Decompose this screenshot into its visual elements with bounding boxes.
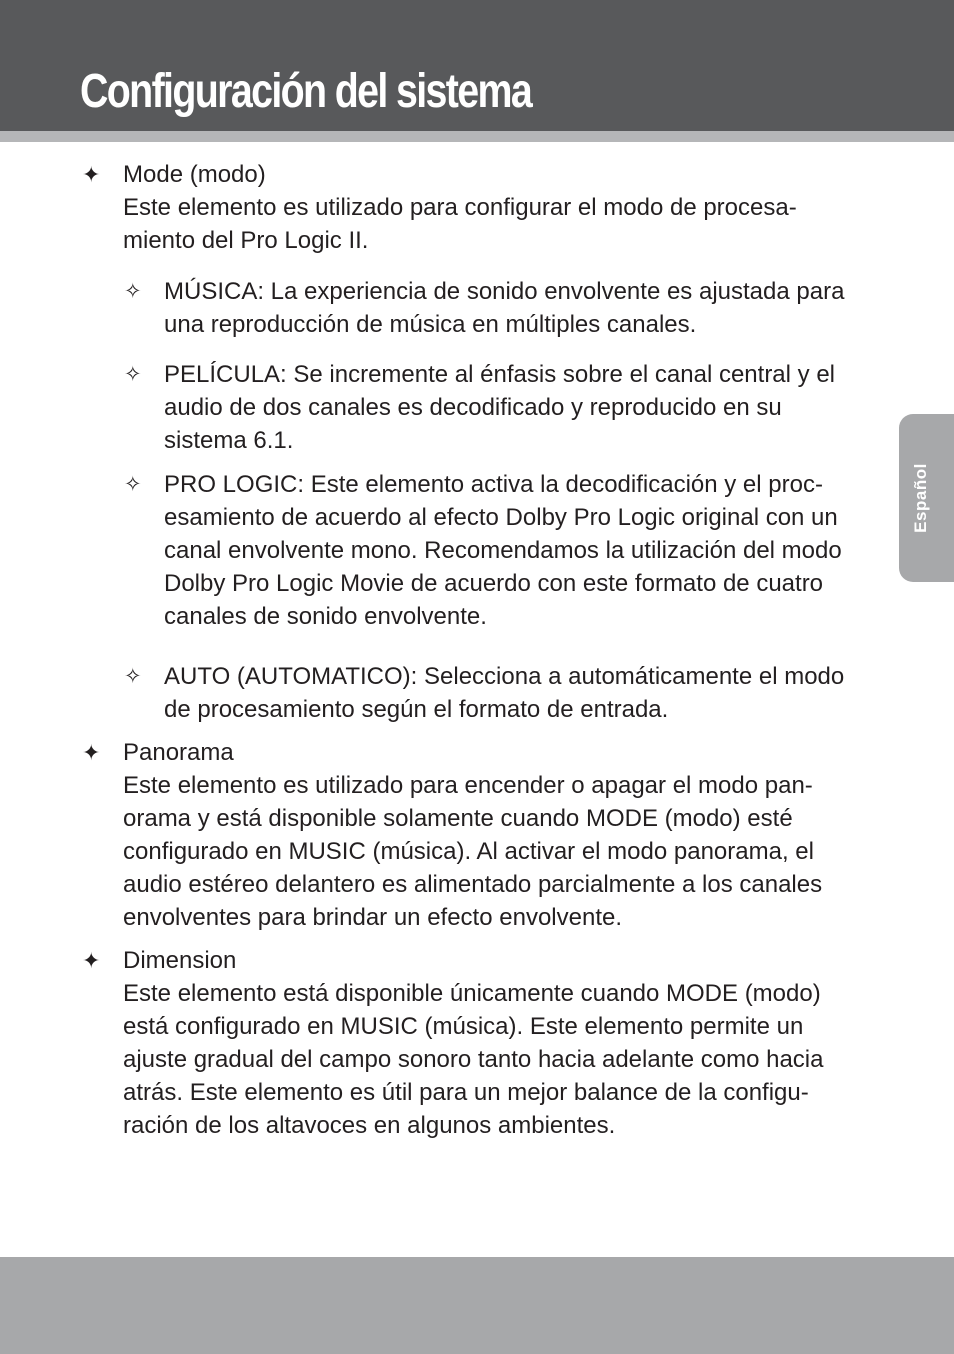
item-title: Dimension xyxy=(123,947,237,974)
sub-item-text: MÚSICA: La experiencia de sonido envolvente es ajustada para una reproducción de música en múltiples canales. xyxy=(164,278,845,338)
sub-item-pro-logic xyxy=(0,468,864,633)
four-point-star-outline-icon: ✧ xyxy=(124,665,142,688)
sub-item-pelicula xyxy=(0,358,864,457)
list-item-dimension xyxy=(0,944,863,1142)
four-point-star-outline-icon: ✧ xyxy=(124,363,142,386)
item-text: Este elemento es utilizado para configurar el modo de procesa-miento del Pro Logic II. xyxy=(123,194,797,254)
language-tab-label: Español xyxy=(911,463,930,533)
sub-item-musica xyxy=(0,275,864,341)
header-stripe xyxy=(0,131,954,142)
item-text: Este elemento está disponible únicamente cuando MODE (modo) está configurado en MUSIC (música). Este elemento permite un ajuste gradual del campo sonoro tanto hacia adelante como hacia atrás. Este elemento es útil para un mejor balance de la configu-ración de los altavoces en algunos ambientes. xyxy=(123,980,824,1139)
footer-bar xyxy=(0,1257,954,1354)
four-point-star-outline-icon: ✧ xyxy=(124,280,142,303)
sub-item-auto xyxy=(0,660,864,726)
four-point-star-icon: ✦ xyxy=(82,740,101,765)
sub-item-text: PELÍCULA: Se incremente al énfasis sobre el canal central y el audio de dos canales es decodificado y reproducido en su sistema 6.1. xyxy=(164,361,836,454)
four-point-star-icon: ✦ xyxy=(82,948,101,973)
list-item-panorama xyxy=(0,736,863,934)
item-text: Este elemento es utilizado para encender o apagar el modo pan-orama y está disponible solamente cuando MODE (modo) esté configurado en MUSIC (música). Al activar el modo panorama, el audio estéreo delantero es alimentado parcialmente a los canales envolventes para brindar un efecto envolvente. xyxy=(123,772,823,931)
page-title: Configuración del sistema xyxy=(80,65,532,118)
page-content xyxy=(0,158,954,1142)
four-point-star-icon: ✦ xyxy=(82,162,101,187)
sub-item-text: PRO LOGIC: Este elemento activa la decodificación y el proc-esamiento de acuerdo al efecto Dolby Pro Logic original con un canal envolvente mono. Recomendamos la utilización del modo Dolby Pro Logic Movie de acuerdo con este formato de cuatro canales de sonido envolvente. xyxy=(164,471,842,630)
list-item-mode xyxy=(0,158,863,257)
four-point-star-outline-icon: ✧ xyxy=(124,473,142,496)
sub-item-text: AUTO (AUTOMATICO): Selecciona a automáticamente el modo de procesamiento según el formato de entrada. xyxy=(164,663,845,723)
item-title: Panorama xyxy=(123,739,234,766)
item-title: Mode (modo) xyxy=(123,161,266,188)
